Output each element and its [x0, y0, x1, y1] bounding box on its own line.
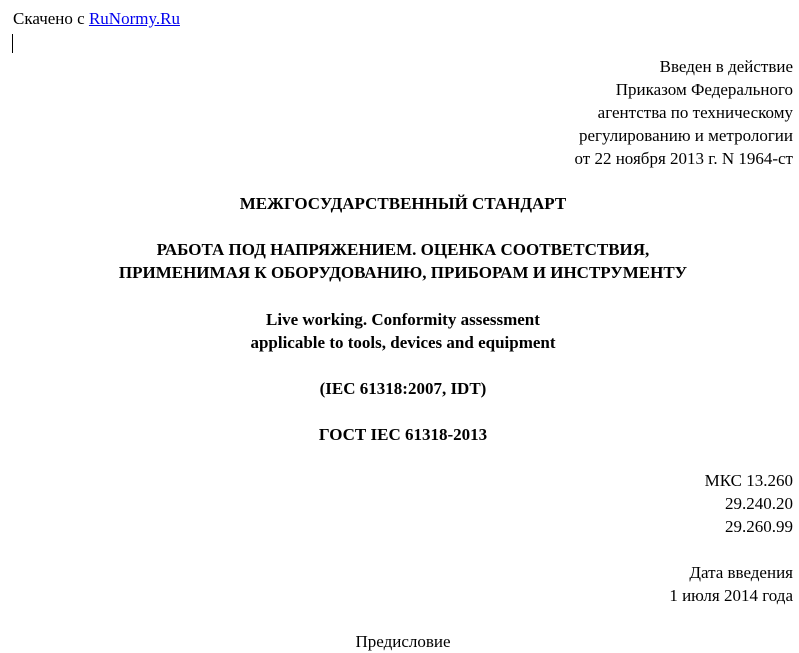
text-cursor — [12, 34, 13, 53]
source-link[interactable]: RuNormy.Ru — [88, 9, 180, 28]
mks-line: МКС 13.260 — [704, 471, 793, 490]
source-line — [13, 9, 180, 29]
mks-line: 29.260.99 — [725, 517, 793, 536]
enactment-line: Приказом Федерального — [615, 80, 793, 99]
iec-reference — [0, 377, 799, 400]
title-english — [0, 308, 799, 354]
title-english-line: Live working. Conformity assessment — [266, 310, 540, 329]
foreword-heading-text: Предисловие — [355, 632, 451, 651]
enactment-line: Введен в действие — [659, 57, 793, 76]
gost-designation — [0, 423, 799, 446]
enactment-line: от 22 ноября 2013 г. N 1964-ст — [574, 149, 793, 168]
standard-type — [0, 192, 799, 215]
mks-line: 29.240.20 — [725, 494, 793, 513]
effective-date-value: 1 июля 2014 года — [669, 586, 793, 605]
title-russian-line: РАБОТА ПОД НАПРЯЖЕНИЕМ. ОЦЕНКА СООТВЕТСТВИЯ, — [156, 240, 650, 259]
iec-reference-text: (IEC 61318:2007, IDT) — [319, 379, 487, 398]
effective-date — [669, 561, 793, 607]
mks-codes — [705, 469, 793, 538]
title-english-line: applicable to tools, devices and equipment — [250, 333, 556, 352]
enactment-line: агентства по техническому — [597, 103, 793, 122]
enactment-line: регулированию и метрологии — [578, 126, 793, 145]
enactment-block — [575, 55, 794, 170]
source-prefix: Скачено с — [13, 9, 89, 28]
title-russian-line: ПРИМЕНИМАЯ К ОБОРУДОВАНИЮ, ПРИБОРАМ И ИНСТРУМЕНТУ — [118, 263, 688, 282]
standard-type-text: МЕЖГОСУДАРСТВЕННЫЙ СТАНДАРТ — [239, 194, 567, 213]
title-russian — [0, 238, 799, 284]
gost-designation-text: ГОСТ IEC 61318-2013 — [318, 425, 488, 444]
effective-date-label: Дата введения — [689, 563, 793, 582]
